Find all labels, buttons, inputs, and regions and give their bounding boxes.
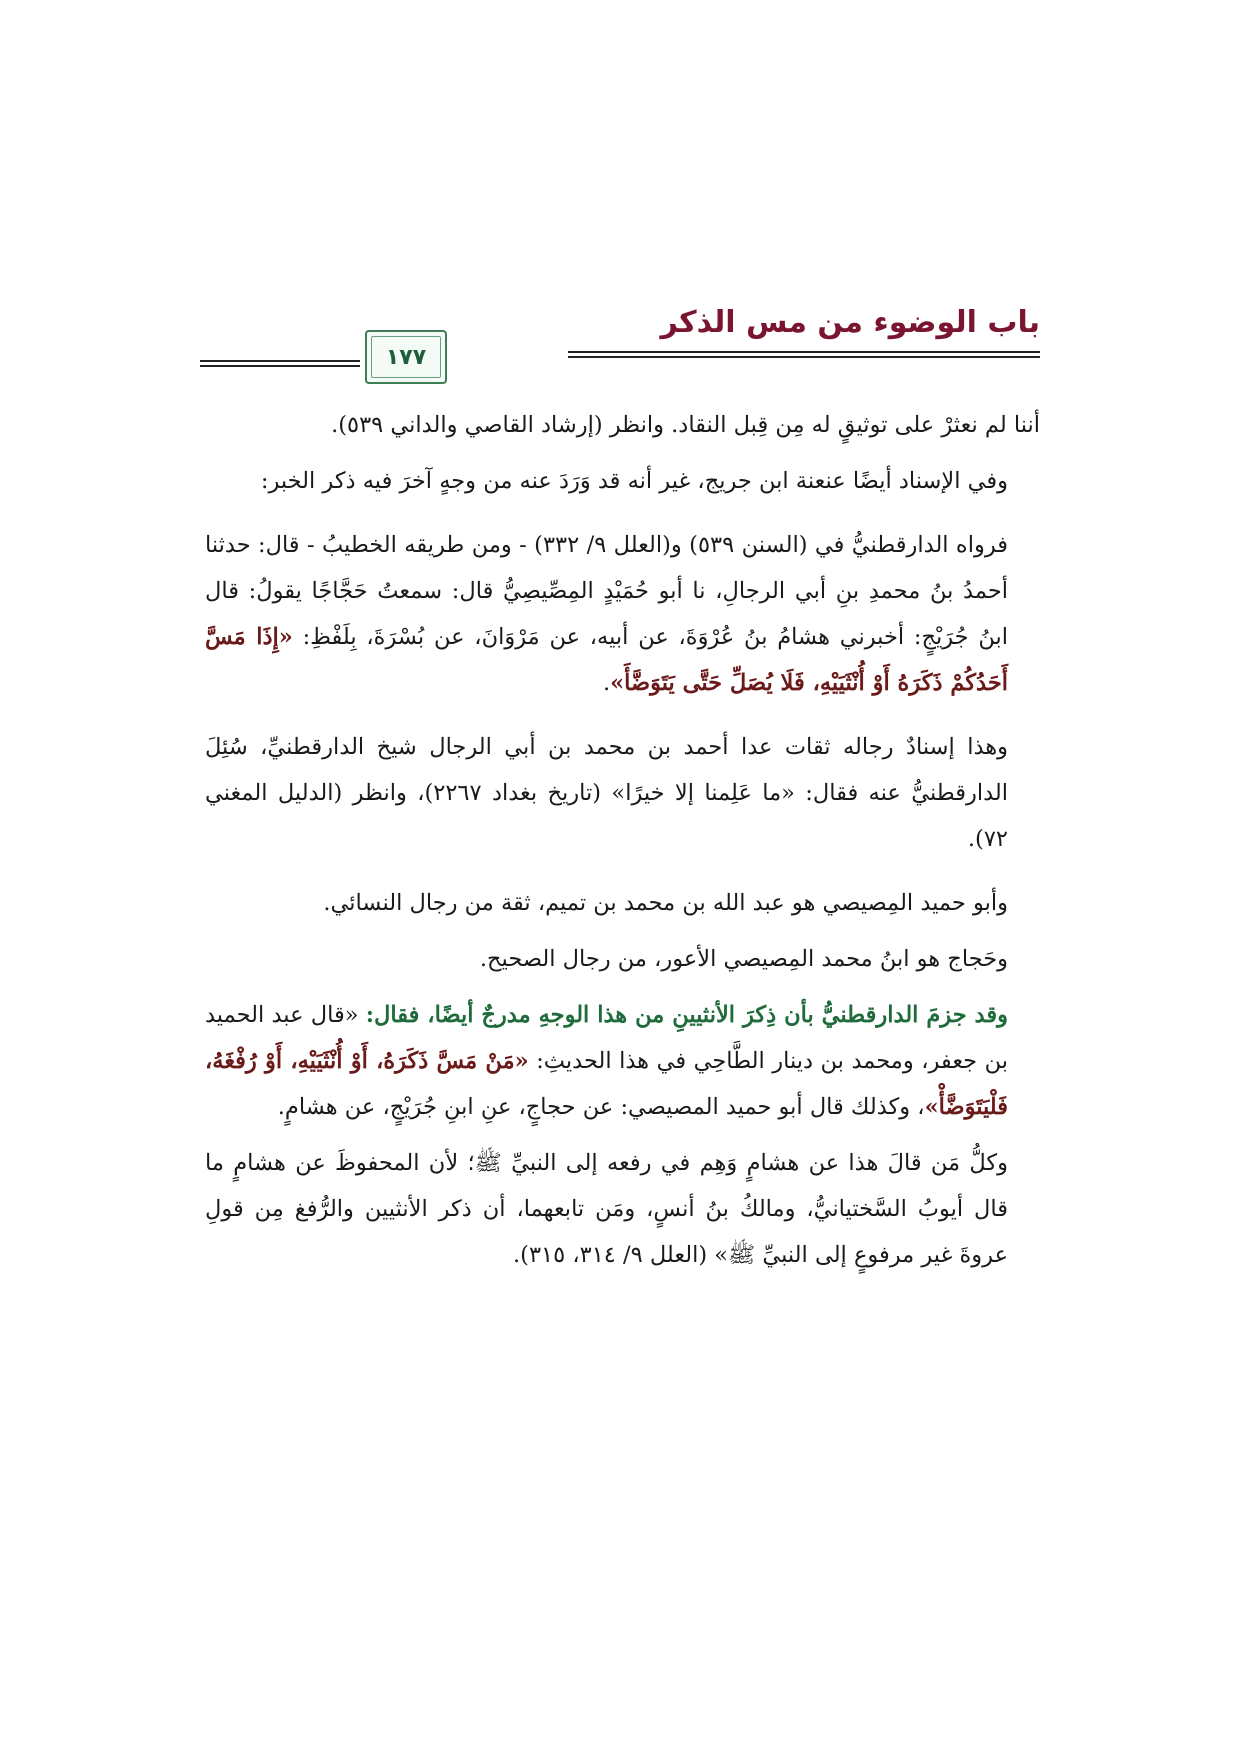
paragraph-7-end: ، وكذلك قال أبو حميد المصيصي: عن حجاجٍ، عنِ ابنِ جُرَيْجٍ، عن هشامٍ. <box>277 1094 925 1120</box>
page-number: ١٧٧ <box>385 344 427 370</box>
paragraph-7 <box>205 992 1040 1130</box>
paragraph-1-text: أننا لم نعثرْ على توثيقٍ له مِن قِبل النقاد. وانظر (إرشاد القاصي والداني ٥٣٩). <box>331 412 1040 438</box>
daraqutni-statement: وقد جزمَ الدارقطنيُّ بأن ذِكرَ الأنثيينِ من هذا الوجهِ مدرجٌ أيضًا، فقال: <box>365 1002 1008 1028</box>
paragraph-6-text: وحَجاج هو ابنُ محمد المِصيصي الأعور، من رجال الصحيح. <box>479 946 1008 972</box>
paragraph-3 <box>205 522 1040 706</box>
paragraph-5 <box>205 880 1040 926</box>
paragraph-5-text: وأبو حميد المِصيصي هو عبد الله بن محمد بن تميم، ثقة من رجال النسائي. <box>323 890 1008 916</box>
main-text <box>205 402 1040 1296</box>
paragraph-3-text: فرواه الدارقطنيُّ في (السنن ٥٣٩) و(العلل ٩/ ٣٣٢) - ومن طريقه الخطيبُ - قال: حدثنا أحمدُ بنُ محمدِ بنِ أبي الرجالِ، نا أبو حُمَيْدٍ المِصِّيصِيُّ قال: سمعتُ حَجَّاجًا يقولُ: قال ابنُ جُرَيْجٍ: أخبرني هشامُ بنُ عُرْوَةَ، عن أبيه، عن مَرْوَانَ، عن بُسْرَةَ، بِلَفْظِ: <box>205 532 1009 650</box>
paragraph-6 <box>205 936 1040 982</box>
paragraph-4-text: وهذا إسنادٌ رجاله ثقات عدا أحمد بن محمد بن أبي الرجال شيخ الدارقطنيِّ، سُئِلَ الدارقطنيُّ عنه فقال: «ما عَلِمنا إلا خيرًا» (تاريخ بغداد ٢٢٦٧)، وانظر (الدليل المغني ٧٢). <box>205 734 1008 852</box>
paragraph-1 <box>205 402 1040 448</box>
paragraph-7-text: «قال عبد الحميد بن جعفر، ومحمد بن دينار الطَّاحِي في هذا الحديثِ: <box>205 1002 1008 1074</box>
paragraph-8-text: وكلُّ مَن قالَ هذا عن هشامٍ وَهِم في رفعه إلى النبيِّ ﷺ؛ لأن المحفوظَ عن هشامٍ ما قال أيوبُ السَّختيانيُّ، ومالكُ بنُ أنسٍ، ومَن تابعهما، أن ذكر الأنثيين والرُّفغ مِن قولِ عروةَ غير مرفوعٍ إلى النبيِّ ﷺ» (العلل ٩/ ٣١٤، ٣١٥). <box>205 1150 1008 1268</box>
hadith-quote-1: «إِذَا مَسَّ أَحَدُكُمْ ذَكَرَهُ أَوْ أُنْثَيَيْهِ، فَلَا يُصَلِّ حَتَّى يَتَوَضَّأَ» <box>205 624 1008 696</box>
paragraph-3-end: . <box>602 670 611 696</box>
paragraph-2 <box>205 458 1040 504</box>
page-number-badge <box>365 330 447 384</box>
chapter-title: باب الوضوء من مس الذكر <box>660 305 1040 340</box>
header-rule-right <box>568 351 1040 358</box>
header-rule-left <box>200 360 360 367</box>
paragraph-2-text: وفي الإسناد أيضًا عنعنة ابن جريج، غير أنه قد وَرَدَ عنه من وجهٍ آخرَ فيه ذكر الخبر: <box>260 468 1008 494</box>
hadith-quote-2: «مَنْ مَسَّ ذَكَرَهُ، أَوْ أُنْثَيَيْهِ، أَوْ رُفْغَهُ، فَلْيَتَوَضَّأْ» <box>205 1048 1008 1120</box>
paragraph-8 <box>205 1140 1040 1278</box>
page-header <box>200 305 1040 385</box>
paragraph-4 <box>205 724 1040 862</box>
